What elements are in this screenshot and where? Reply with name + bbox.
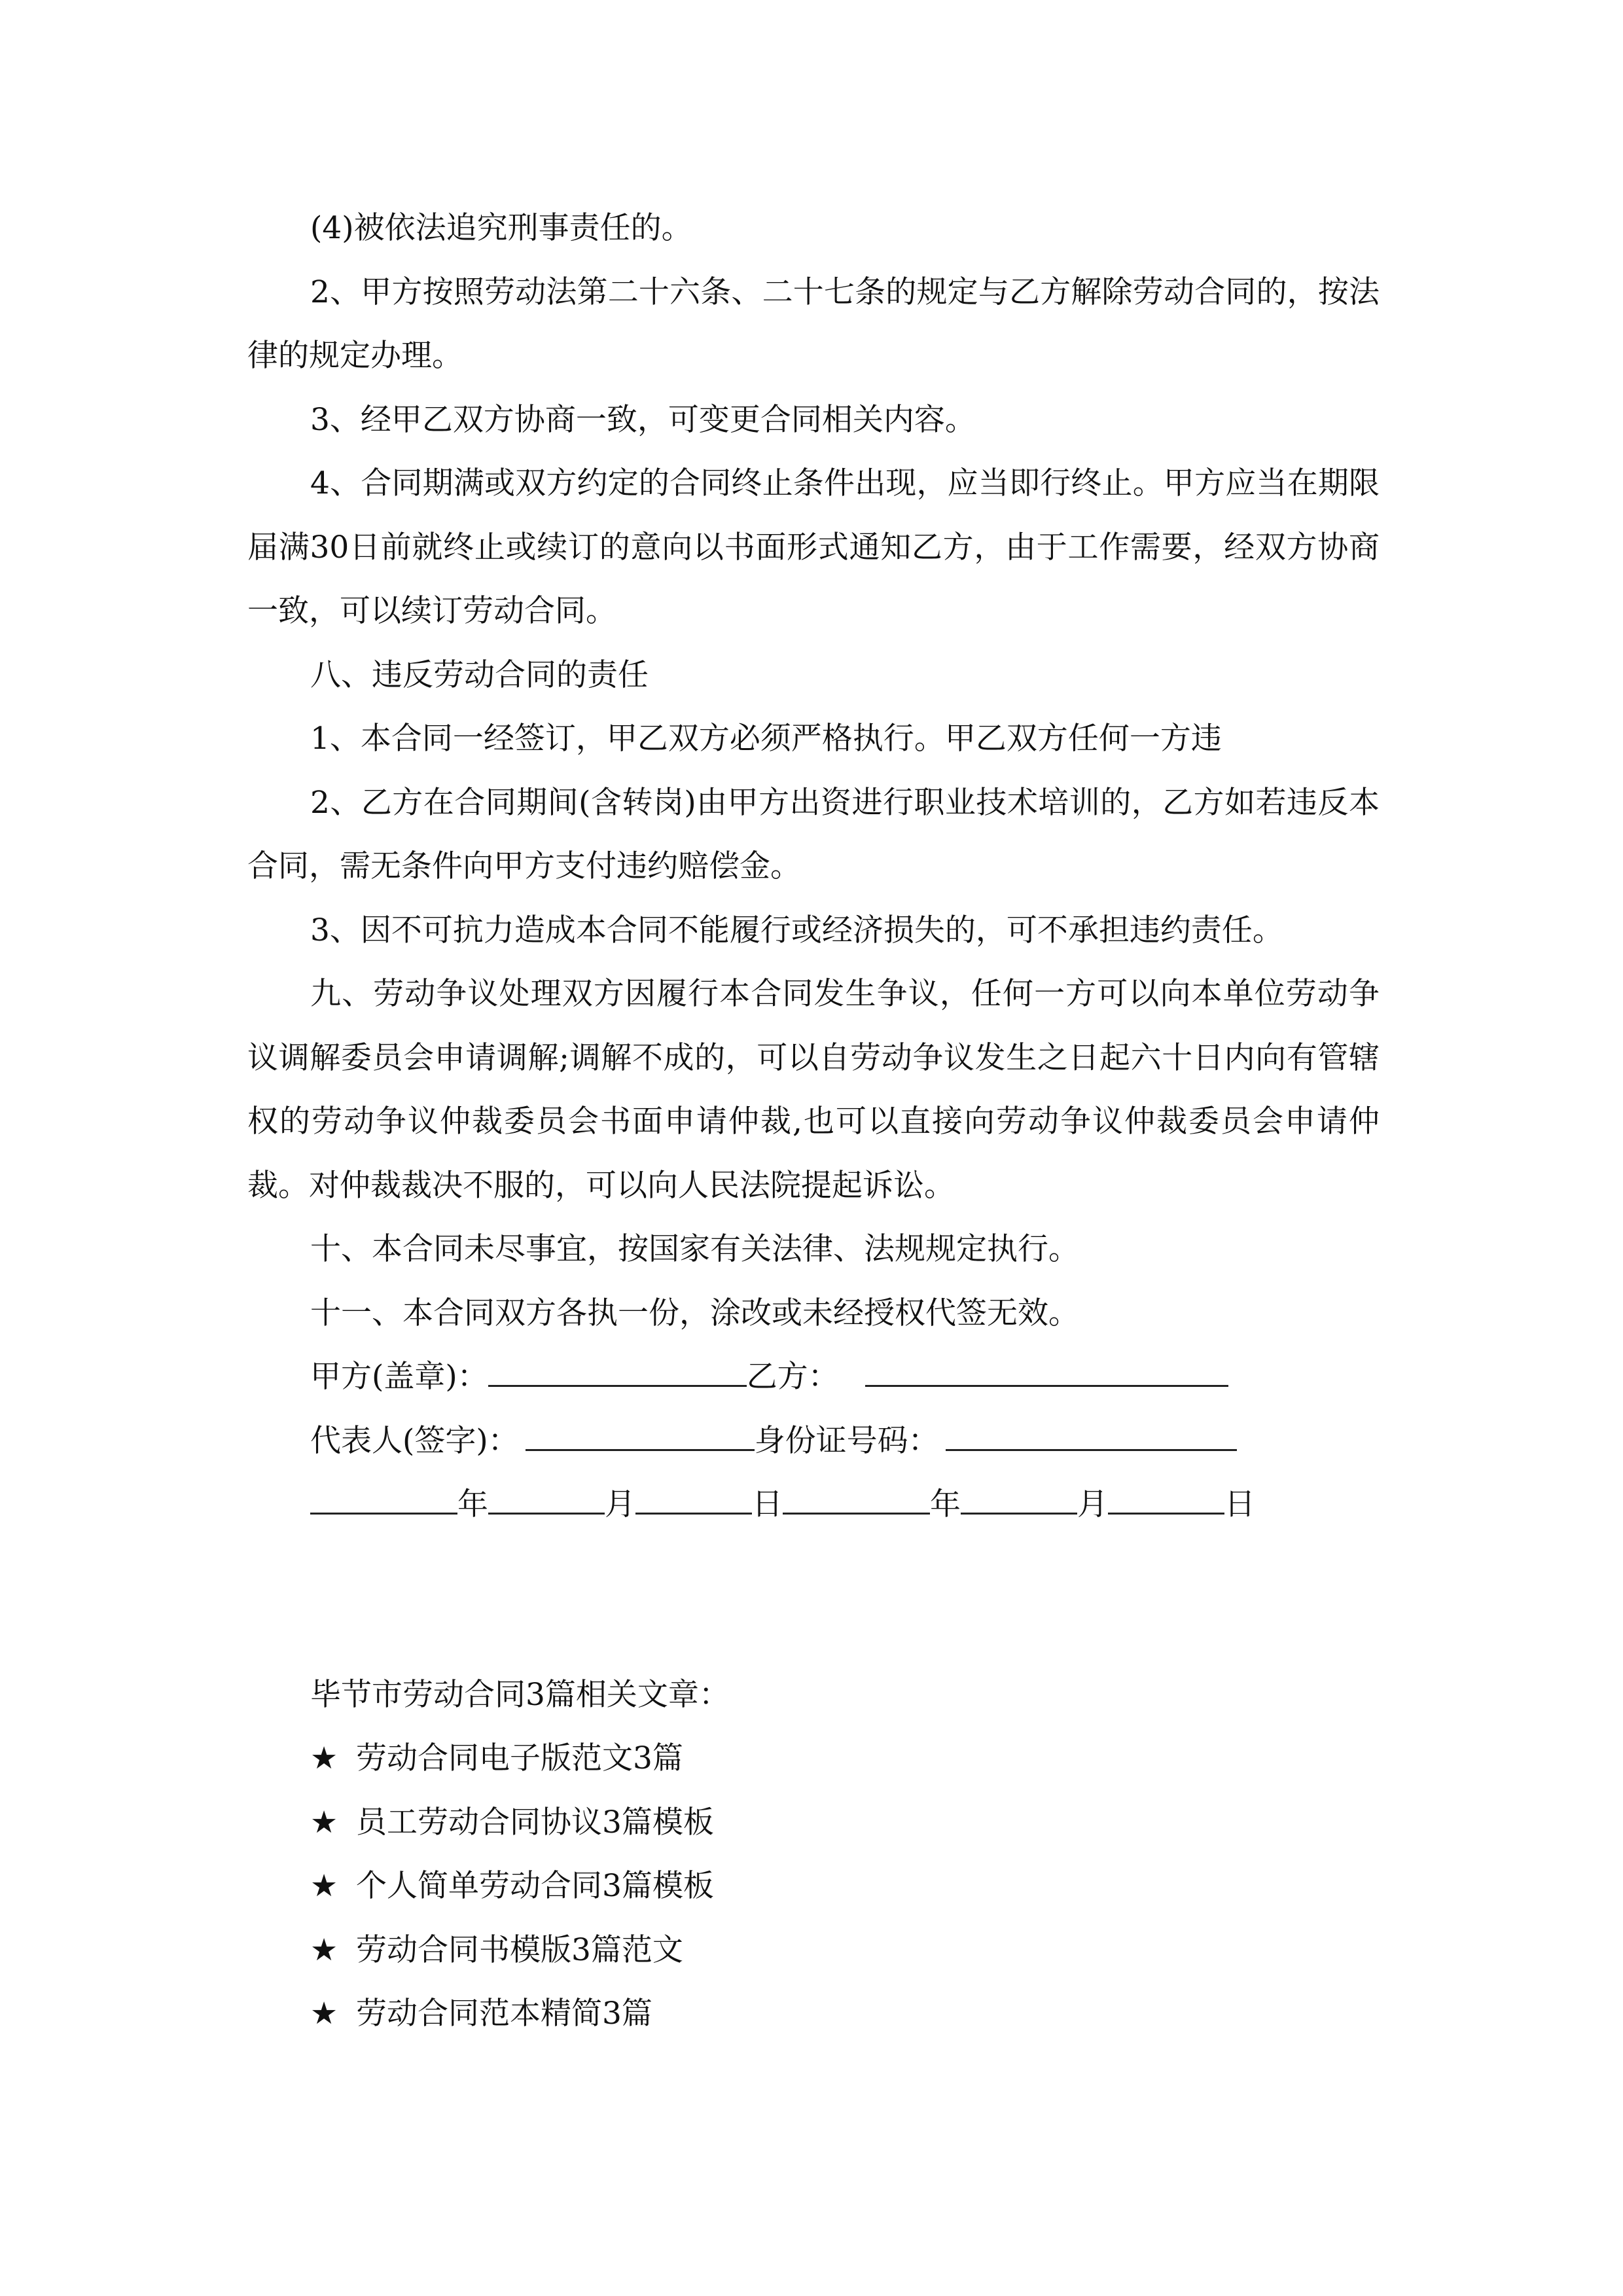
paragraph-dispute-resolution: 九、劳动争议处理双方因履行本合同发生争议，任何一方可以向本单位劳动争议调解委员会申请调解;调解不成的，可以自劳动争议发生之日起六十日内向有管辖权的劳动争议仲裁委员会书面申请仲裁,也可以直接向劳动争议仲裁委员会申请仲裁。对仲裁裁决不服的，可以向人民法院提起诉讼。 — [247, 976, 1380, 1204]
date-a-year-label: 年 — [457, 1486, 488, 1522]
date-b-day-label: 日 — [1224, 1486, 1255, 1522]
related-article-link[interactable]: 劳动合同范本精简3篇 — [356, 1996, 652, 2032]
paragraph-unsettled-matters: 十、本合同未尽事宜，按国家有关法律、法规规定执行。 — [310, 1231, 1079, 1267]
paragraph-modification: 3、经甲乙双方协商一致，可变更合同相关内容。 — [310, 401, 976, 438]
related-article-item[interactable] — [247, 1727, 1380, 1791]
related-article-item[interactable] — [247, 1791, 1380, 1855]
representative-blank[interactable] — [526, 1416, 755, 1451]
date-b-month-label: 月 — [1077, 1486, 1108, 1522]
signature-row-representative — [247, 1409, 1380, 1473]
party-b-label: 乙方： — [746, 1359, 839, 1395]
paragraph-force-majeure: 3、因不可抗力造成本合同不能履行或经济损失的，可不承担违约责任。 — [310, 912, 1283, 948]
date-b-year-blank[interactable] — [783, 1480, 930, 1515]
signature-row-dates — [247, 1473, 1380, 1537]
related-articles-heading: 毕节市劳动合同3篇相关文章： — [310, 1676, 730, 1713]
star-icon: ★ — [310, 1740, 338, 1776]
date-a-day-blank[interactable] — [635, 1480, 752, 1515]
related-article-item[interactable] — [247, 1918, 1380, 1982]
related-article-link[interactable]: 劳动合同电子版范文3篇 — [356, 1740, 683, 1776]
related-article-link[interactable]: 个人简单劳动合同3篇模板 — [356, 1868, 714, 1904]
signature-row-parties — [247, 1345, 1380, 1409]
spacer — [247, 1537, 1380, 1663]
party-b-blank[interactable] — [865, 1352, 1228, 1387]
date-a-month-blank[interactable] — [488, 1480, 605, 1515]
date-a-month-label: 月 — [605, 1486, 635, 1522]
id-number-blank[interactable] — [946, 1416, 1237, 1451]
party-a-label: 甲方(盖章)： — [310, 1359, 488, 1395]
date-b-day-blank[interactable] — [1108, 1480, 1224, 1515]
related-article-item[interactable] — [247, 1982, 1380, 2046]
star-icon: ★ — [310, 1804, 338, 1840]
star-icon: ★ — [310, 1868, 338, 1904]
paragraph-training-compensation: 2、乙方在合同期间(含转岗)由甲方出资进行职业技术培训的，乙方如若违反本合同，需无条件向甲方支付违约赔偿金。 — [247, 784, 1380, 884]
star-icon: ★ — [310, 1931, 338, 1968]
paragraph-criminal-liability: (4)被依法追究刑事责任的。 — [310, 210, 692, 246]
document-page — [247, 196, 1380, 2046]
date-a-day-label: 日 — [752, 1486, 783, 1522]
date-b-month-blank[interactable] — [961, 1480, 1077, 1515]
related-article-link[interactable]: 劳动合同书模版3篇范文 — [356, 1931, 683, 1968]
section-heading-breach: 八、违反劳动合同的责任 — [310, 656, 649, 693]
representative-label: 代表人(签字)： — [310, 1422, 519, 1459]
star-icon: ★ — [310, 1996, 338, 2032]
paragraph-termination-by-law: 2、甲方按照劳动法第二十六条、二十七条的规定与乙方解除劳动合同的，按法律的规定办理。 — [247, 274, 1380, 374]
id-number-label: 身份证号码： — [754, 1422, 939, 1459]
paragraph-expiry-renewal: 4、合同期满或双方约定的合同终止条件出现，应当即行终止。甲方应当在期限届满30日前就终止或续订的意向以书面形式通知乙方，由于工作需要，经双方协商一致，可以续订劳动合同。 — [247, 465, 1380, 629]
related-articles — [247, 1663, 1380, 2046]
date-a-year-blank[interactable] — [310, 1480, 457, 1515]
paragraph-strict-execution: 1、本合同一经签订，甲乙双方必须严格执行。甲乙双方任何一方违 — [310, 721, 1222, 757]
related-article-item[interactable] — [247, 1854, 1380, 1918]
date-b-year-label: 年 — [930, 1486, 961, 1522]
related-article-link[interactable]: 员工劳动合同协议3篇模板 — [356, 1804, 714, 1840]
party-a-blank[interactable] — [488, 1352, 747, 1387]
paragraph-copies: 十一、本合同双方各执一份，涂改或未经授权代签无效。 — [310, 1295, 1079, 1331]
